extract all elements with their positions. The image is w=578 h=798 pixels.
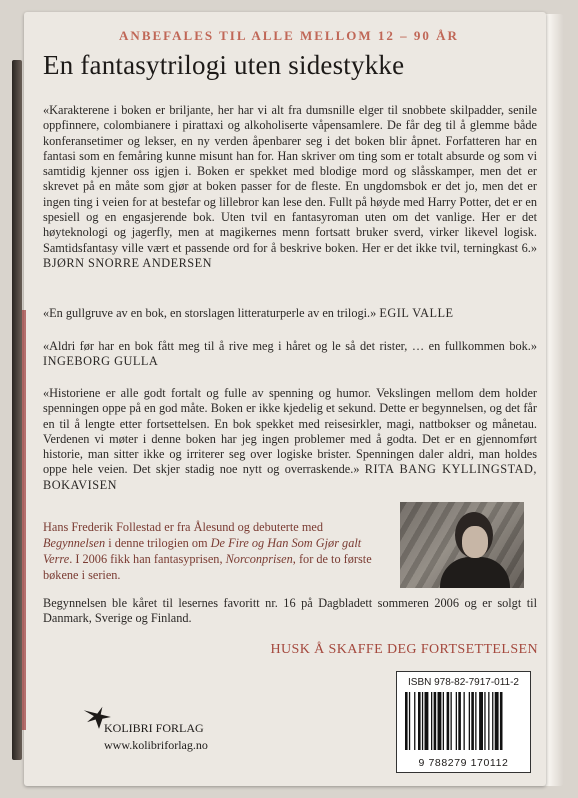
publisher-name: KOLIBRI FORLAG <box>104 721 204 735</box>
quote-text: «En gullgruve av en bok, en storslagen litteraturperle av en trilogi.» <box>43 306 377 320</box>
bio-text: . I 2006 fikk han fantasyprisen, <box>69 552 226 566</box>
author-bio <box>43 519 385 583</box>
headline: En fantasytrilogi uten sidestykke <box>43 50 405 80</box>
bio-text: i denne trilogien om <box>105 536 211 550</box>
award-note: Begynnelsen ble kåret til lesernes favoritt nr. 16 på Dagbladett sommeren 2006 og er solgt til Danmark, Sverige og Finland. <box>43 596 537 626</box>
cover-edge-accent <box>22 310 26 730</box>
book-edge-shadow <box>12 60 22 760</box>
barcode-number: 9 788279 170112 <box>418 757 509 769</box>
quote-author: EGIL VALLE <box>379 306 454 320</box>
age-recommendation: ANBEFALES TIL ALLE MELLOM 12 – 90 ÅR <box>119 28 459 43</box>
author-photo <box>400 502 524 588</box>
isbn-barcode <box>396 671 531 773</box>
quote-text: «Historiene er alle godt fortalt og fulle av spenning og humor. Vekslingen mellom dem holder spenningen oppe på en god måte. Boken er ikke kjedelig et sekund. Dette er begynnelsen, og det får en til å lengte etter fortsettelsen. En bok spekket med reisesirkler, magi, nattbokser og månetau. Verdenen vi møter i denne boken har jeg ingen problemer med å godta. Det er en gjennomført historie, man sitter ikke og irriterer seg over logiske brister. Spenningen daler aldri, man holdes oppe hele veien. Det skjer stadig noe nytt og overraskende.» <box>43 386 537 477</box>
quote-author: BJØRN SNORRE ANDERSEN <box>43 255 213 270</box>
bio-text: , for de to første bøkene i serien. <box>43 552 372 582</box>
quote-author: INGEBORG GULLA <box>43 354 159 369</box>
quote-text: «Aldri før har en bok fått meg til å rive meg i håret og le så det rister, … en fullkommen bok.» <box>43 339 537 353</box>
bio-book-title: Begynnelsen <box>43 536 106 550</box>
quote-author: RITA BANG KYLLINGSTAD, BOKAVISEN <box>43 462 538 492</box>
review-quote-2 <box>43 306 537 321</box>
quote-text: «Karakterene i boken er briljante, her har vi alt fra dumsnille elger til snobbete skilpadder, senile oppfinnere, colombianere i pirattaxi og alkoholiserte våpensamlere. De får deg til å glemme både konferansetimer og lekser, en ny verden åpenbarer seg i det boken blir åpnet. Forfatteren har en fantasi som en femåring kunne misunt han for. Han skriver om ting som er totalt absurde og som vi samtidig kjenner oss igjen i. Boken er spekket med blodige mord og slåsskamper, men det er skrevet på en måte som gjør at boken passer for de fleste. En ungdomsbok er det jo, men det er ingen ting i veien for at bestefar og lillebror kan lese den. Fullt på høyde med Harry Potter, det er en spesiell og en engasjerende bok. Uten tvil en fantasyroman uten om det vanlige. Her er det høyteknologi og jagerfly, men at magikernes menn fortsatt bruker sverd, virker likevel logisk. Samtidsfantasy ville vært et passende ord for å beskrive boken. Her er det ikke tvil, terningkast 6.» <box>43 103 537 255</box>
review-quote-1 <box>43 103 537 271</box>
bio-text: Hans Frederik Follestad er fra Ålesund og debuterte med <box>43 520 324 534</box>
bio-series-title: De Fire og Han Som Gjør galt Verre <box>43 536 362 566</box>
publisher-url: www.kolibriforlag.no <box>104 738 208 752</box>
bio-prize-name: Norconprisen <box>225 552 293 566</box>
review-quote-3 <box>43 339 537 370</box>
barcode-bars <box>405 692 523 750</box>
isbn-label: ISBN 978-82-7917-011-2 <box>408 677 519 688</box>
sequel-callout: HUSK Å SKAFFE DEG FORTSETTELSEN <box>270 642 538 657</box>
review-quote-4 <box>43 386 537 493</box>
